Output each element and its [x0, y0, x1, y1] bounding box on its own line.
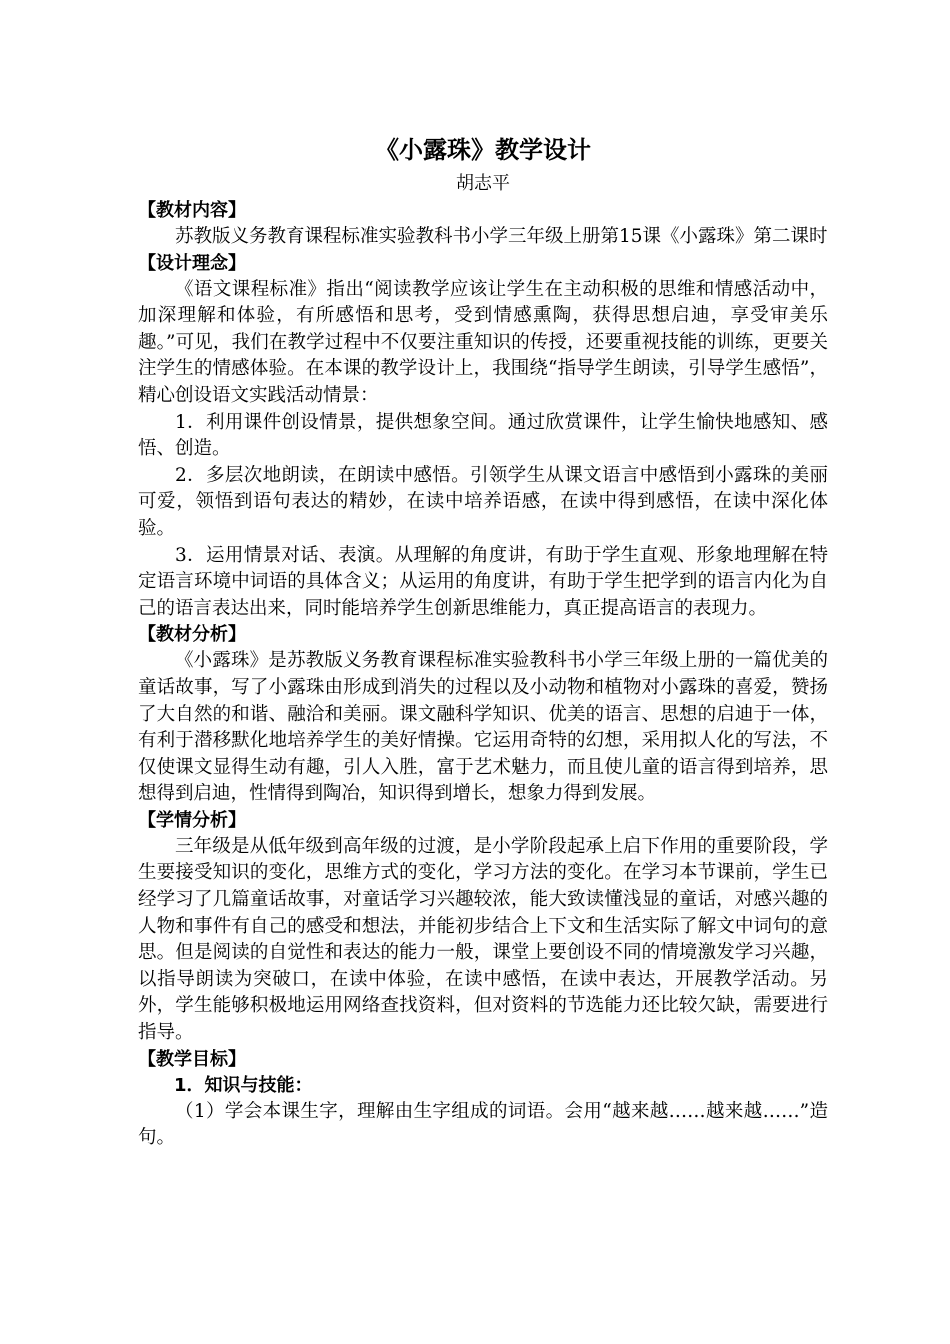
paragraph: 3．运用情景对话、表演。从理解的角度讲，有助于学生直观、形象地理解在特定语言环境中词语的具体含义；从运用的角度讲，有助于学生把学到的语言内化为自己的语言表达出来，同时能培养学生创新思维能力，真正提高语言的表现力。 [138, 544, 828, 619]
paragraph: 《小露珠》是苏教版义务教育课程标准实验教科书小学三年级上册的一篇优美的童话故事，写了小露珠由形成到消失的过程以及小动物和植物对小露珠的喜爱，赞扬了大自然的和谐、融洽和美丽。课文融科学知识、优美的语言、思想的启迪于一体，有利于潜移默化地培养学生的美好情操。它运用奇特的幻想，采用拟人化的写法，不仅使课文显得生动有趣，引人入胜，富于艺术魅力，而且使儿童的语言得到培养，思想得到启迪，性情得到陶冶，知识得到增长，想象力得到发展。 [138, 650, 828, 805]
section-learner-analysis [138, 808, 828, 1047]
subsection-heading: 1．知识与技能： [174, 1074, 313, 1096]
document-title: 《小露珠》教学设计 [375, 135, 591, 164]
section-material-content [138, 198, 828, 251]
paragraph: （1）学会本课生字，理解由生字组成的词语。会用“越来越……越来越……”造句。 [138, 1100, 828, 1149]
paragraph: 三年级是从低年级到高年级的过渡，是小学阶段起承上启下作用的重要阶段，学生要接受知识的变化，思维方式的变化，学习方法的变化。在学习本节课前，学生已经学习了几篇童话故事，对童话学习兴趣较浓，能大致读懂浅显的童话，对感兴趣的人物和事件有自己的感受和想法，并能初步结合上下文和生活实际了解文中词句的意思。但是阅读的自觉性和表达的能力一般，课堂上要创设不同的情境激发学习兴趣，以指导朗读为突破口，在读中体验，在读中感悟，在读中表达，开展教学活动。另外，学生能够积极地运用网络查找资料，但对资料的节选能力还比较欠缺，需要进行指导。 [138, 835, 828, 1044]
section-heading: 【教材内容】 [138, 200, 246, 221]
paragraph: 2．多层次地朗读，在朗读中感悟。引领学生从课文语言中感悟到小露珠的美丽可爱，领悟到语句表达的精妙，在读中培养语感，在读中得到感悟，在读中深化体验。 [138, 464, 828, 539]
section-design-concept [138, 251, 828, 623]
section-teaching-goals [138, 1047, 828, 1152]
section-material-analysis [138, 622, 828, 808]
paragraph: 苏教版义务教育课程标准实验教科书小学三年级上册第15课《小露珠》第二课时 [175, 226, 828, 247]
document-page [138, 132, 828, 1152]
section-heading: 【学情分析】 [138, 809, 246, 831]
paragraph: 《语文课程标准》指出“阅读教学应该让学生在主动积极的思维和情感活动中，加深理解和体验，有所感悟和思考，受到情感熏陶，获得思想启迪，享受审美乐趣。”可见，我们在教学过程中不仅要注重知识的传授，还要重视技能的训练，更要关注学生的情感体验。在本课的教学设计上，我围绕“指导学生朗读，引导学生感悟”，精心创设语文实践活动情景： [138, 278, 828, 406]
section-heading: 【教材分析】 [138, 624, 246, 646]
section-heading: 【教学目标】 [138, 1048, 246, 1070]
author-name: 胡志平 [456, 173, 510, 194]
section-heading: 【设计理念】 [138, 252, 246, 274]
paragraph: 1．利用课件创设情景，提供想象空间。通过欣赏课件，让学生愉快地感知、感悟、创造。 [138, 411, 828, 460]
